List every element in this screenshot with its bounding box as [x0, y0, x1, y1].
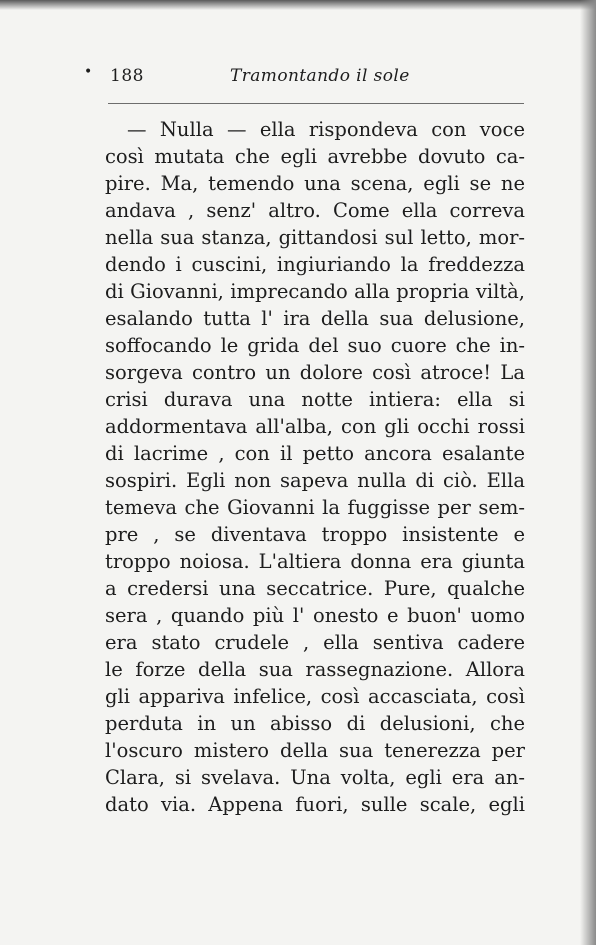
bullet-mark: • — [84, 64, 93, 80]
text-line: troppo noiosa. L'altiera donna era giunta — [105, 550, 525, 573]
text-line: soffocando le grida del suo cuore che in- — [105, 334, 525, 357]
page-scan-edge-top — [0, 0, 596, 10]
text-line: nella sua stanza, gittandosi sul letto, mor- — [105, 226, 525, 249]
text-line: perduta in un abisso di delusioni, che — [105, 712, 525, 735]
text-line: addormentava all'alba, con gli occhi rossi — [105, 415, 525, 438]
text-line: pire. Ma, temendo una scena, egli se ne — [105, 172, 525, 195]
text-line: andava , senz' altro. Come ella correva — [105, 199, 525, 222]
text-line: di Giovanni, imprecando alla propria viltà, — [105, 280, 525, 303]
body-text — [105, 116, 525, 818]
text-line: — Nulla — ella rispondeva con voce — [127, 118, 525, 141]
text-line: era stato crudele , ella sentiva cadere — [105, 631, 525, 654]
text-line: gli appariva infelice, così accasciata, così — [105, 685, 525, 708]
text-line: crisi durava una notte intiera: ella si — [105, 388, 525, 411]
text-line: dendo i cuscini, ingiuriando la freddezza — [105, 253, 525, 276]
text-line: temeva che Giovanni la fuggisse per sem- — [105, 496, 525, 519]
text-line: pre , se diventava troppo insistente e — [105, 523, 525, 546]
text-line: le forze della sua rassegnazione. Allora — [105, 658, 525, 681]
text-line: così mutata che egli avrebbe dovuto ca- — [105, 145, 525, 168]
text-line: sospiri. Egli non sapeva nulla di ciò. Ella — [105, 469, 525, 492]
text-line: sorgeva contro un dolore così atroce! La — [105, 361, 525, 384]
page-scan-edge-right — [580, 0, 596, 945]
page-number: 188 — [110, 66, 144, 86]
text-line: Clara, si svelava. Una volta, egli era an- — [105, 766, 525, 789]
header-rule — [108, 103, 524, 104]
running-head — [80, 66, 520, 92]
running-title: Tramontando il sole — [230, 66, 410, 86]
text-line: di lacrime , con il petto ancora esalante — [105, 442, 525, 465]
text-line: esalando tutta l' ira della sua delusione, — [105, 307, 525, 330]
text-line: a credersi una seccatrice. Pure, qualche — [105, 577, 525, 600]
text-line: sera , quando più l' onesto e buon' uomo — [105, 604, 525, 627]
text-line: l'oscuro mistero della sua tenerezza per — [105, 739, 525, 762]
text-line: dato via. Appena fuori, sulle scale, egli — [105, 793, 525, 816]
